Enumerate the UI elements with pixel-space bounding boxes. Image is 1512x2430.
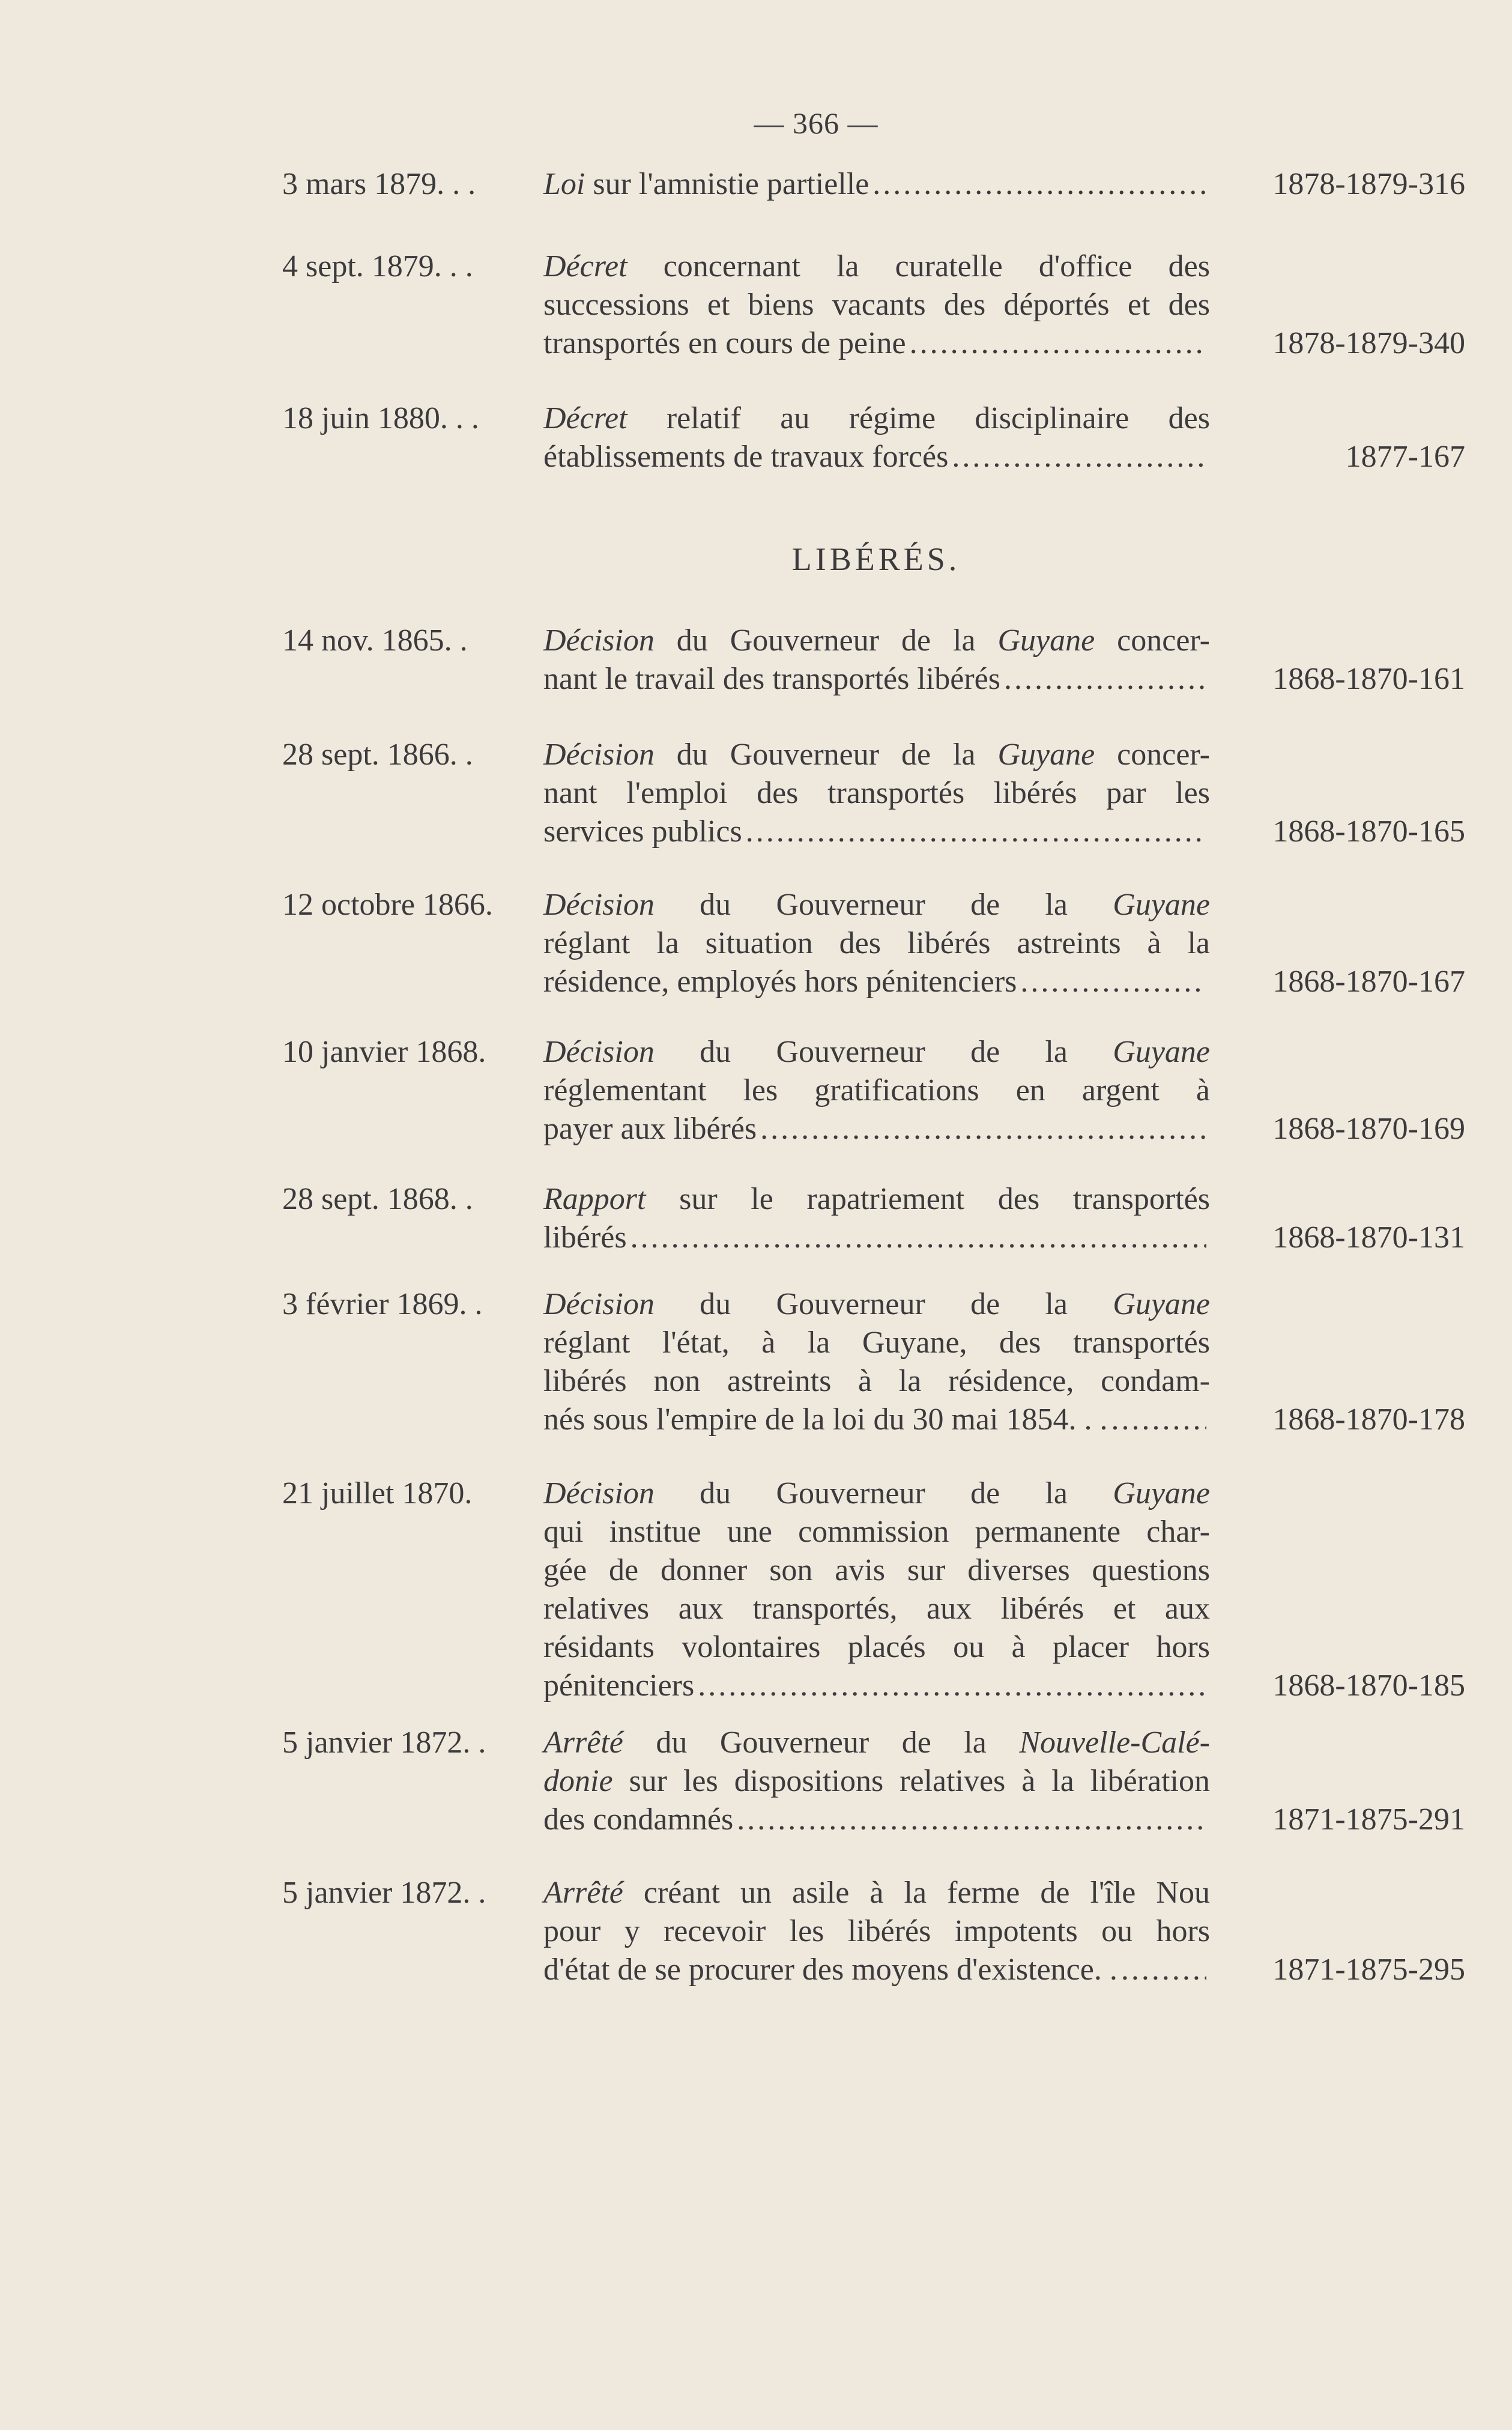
description-line: gée de donner son avis sur diverses questions <box>543 1553 1210 1587</box>
entry-reference: 1878-1879-340 <box>1272 326 1465 360</box>
description-line: nant l'emploi des transportés libérés par les <box>543 776 1210 810</box>
description-line: Loi sur l'amnistie partielle ..... <box>543 165 1210 204</box>
entry-date: 3 mars 1879. . . <box>282 167 476 201</box>
description-line: Décision du Gouverneur de la Guyane <box>543 1287 1210 1321</box>
description-line: Décision du Gouverneur de la Guyane <box>543 888 1210 922</box>
description-line: nant le travail des transportés libérés ..... <box>543 660 1210 698</box>
leader-dots <box>1121 1951 1206 1989</box>
description-line: payer aux libérés ..... <box>543 1110 1210 1148</box>
description-line: réglant l'état, à la Guyane, des transportés <box>543 1326 1210 1360</box>
entry-reference: 1868-1870-185 <box>1272 1668 1465 1703</box>
description-line: relatives aux transportés, aux libérés et aux <box>543 1592 1210 1626</box>
entry-description <box>543 886 1210 1001</box>
description-line: d'état de se procurer des moyens d'existence. . ..... <box>543 1951 1210 1989</box>
entry-date: 28 sept. 1868. . <box>282 1182 473 1216</box>
entry-date: 4 sept. 1879. . . <box>282 249 473 283</box>
entry-reference: 1868-1870-131 <box>1272 1220 1465 1255</box>
leader-dots <box>631 1219 1206 1257</box>
entry-description <box>543 1285 1210 1439</box>
description-line: qui institue une commission permanente char- <box>543 1515 1210 1549</box>
entry-description <box>543 622 1210 698</box>
entry-reference: 1868-1870-169 <box>1272 1112 1465 1146</box>
entry-date: 12 octobre 1866. <box>282 888 493 922</box>
page-number: — 366 — <box>754 106 878 140</box>
description-line: réglant la situation des libérés astreints à la <box>543 926 1210 960</box>
entry-reference: 1878-1879-316 <box>1272 167 1465 201</box>
entry-date: 10 janvier 1868. <box>282 1035 486 1069</box>
leader-dots <box>910 324 1206 363</box>
description-line: donie sur les dispositions relatives à la libération <box>543 1764 1210 1798</box>
description-line: Décret relatif au régime disciplinaire des <box>543 401 1210 435</box>
description-line: Décret concernant la curatelle d'office des <box>543 249 1210 283</box>
entry-description <box>543 736 1210 851</box>
description-line: transportés en cours de peine ..... <box>543 324 1210 363</box>
entry-description <box>543 1180 1210 1257</box>
entry-reference: 1868-1870-167 <box>1272 965 1465 999</box>
entry-date: 3 février 1869. . <box>282 1287 483 1321</box>
description-line: pour y recevoir les libérés impotents ou hors <box>543 1914 1210 1948</box>
description-line: des condamnés ..... <box>543 1801 1210 1839</box>
leader-dots <box>872 165 1206 204</box>
description-line: successions et biens vacants des déportés et des <box>543 288 1210 322</box>
entry-date: 5 janvier 1872. . <box>282 1726 486 1760</box>
description-line: Décision du Gouverneur de la Guyane concer- <box>543 738 1210 772</box>
leader-dots <box>1004 660 1206 698</box>
leader-dots <box>746 813 1206 851</box>
description-line: résidants volontaires placés ou à placer hors <box>543 1630 1210 1664</box>
leader-dots <box>1111 1401 1206 1439</box>
entry-reference: 1868-1870-161 <box>1272 662 1465 696</box>
entry-description <box>543 247 1210 363</box>
entry-date: 28 sept. 1866. . <box>282 738 473 772</box>
description-line: Décision du Gouverneur de la Guyane <box>543 1476 1210 1510</box>
leader-dots <box>952 438 1206 476</box>
description-line: pénitenciers ..... <box>543 1667 1210 1705</box>
leader-dots <box>698 1667 1206 1705</box>
description-line: services publics ..... <box>543 813 1210 851</box>
description-line: réglementant les gratifications en argent à <box>543 1073 1210 1107</box>
entry-description <box>543 165 1210 204</box>
entry-reference: 1871-1875-291 <box>1272 1802 1465 1837</box>
entry-description <box>543 399 1210 476</box>
entry-date: 14 nov. 1865. . <box>282 623 468 658</box>
description-line: Décision du Gouverneur de la Guyane concer- <box>543 623 1210 658</box>
description-line: nés sous l'empire de la loi du 30 mai 1854. . . ..... <box>543 1401 1210 1439</box>
description-line: Arrêté créant un asile à la ferme de l'île Nou <box>543 1876 1210 1910</box>
description-line: Arrêté du Gouverneur de la Nouvelle-Calé- <box>543 1726 1210 1760</box>
leader-dots <box>1020 963 1206 1001</box>
entry-reference: 1877-167 <box>1345 440 1465 474</box>
entry-date: 5 janvier 1872. . <box>282 1876 486 1910</box>
entry-reference: 1868-1870-178 <box>1272 1402 1465 1437</box>
entry-description <box>543 1874 1210 1989</box>
section-title: LIBÉRÉS. <box>791 541 961 577</box>
description-line: libérés non astreints à la résidence, condam- <box>543 1364 1210 1398</box>
description-line: Décision du Gouverneur de la Guyane <box>543 1035 1210 1069</box>
entry-description <box>543 1724 1210 1839</box>
description-line: Rapport sur le rapatriement des transportés <box>543 1182 1210 1216</box>
leader-dots <box>760 1110 1206 1148</box>
description-line: résidence, employés hors pénitenciers ..... <box>543 963 1210 1001</box>
entry-reference: 1871-1875-295 <box>1272 1953 1465 1987</box>
entry-description <box>543 1474 1210 1705</box>
leader-dots <box>737 1801 1206 1839</box>
description-line: libérés ..... <box>543 1219 1210 1257</box>
entry-date: 18 juin 1880. . . <box>282 401 479 435</box>
entry-date: 21 juillet 1870. <box>282 1476 473 1510</box>
entry-reference: 1868-1870-165 <box>1272 814 1465 849</box>
entry-description <box>543 1033 1210 1148</box>
description-line: établissements de travaux forcés ..... <box>543 438 1210 476</box>
